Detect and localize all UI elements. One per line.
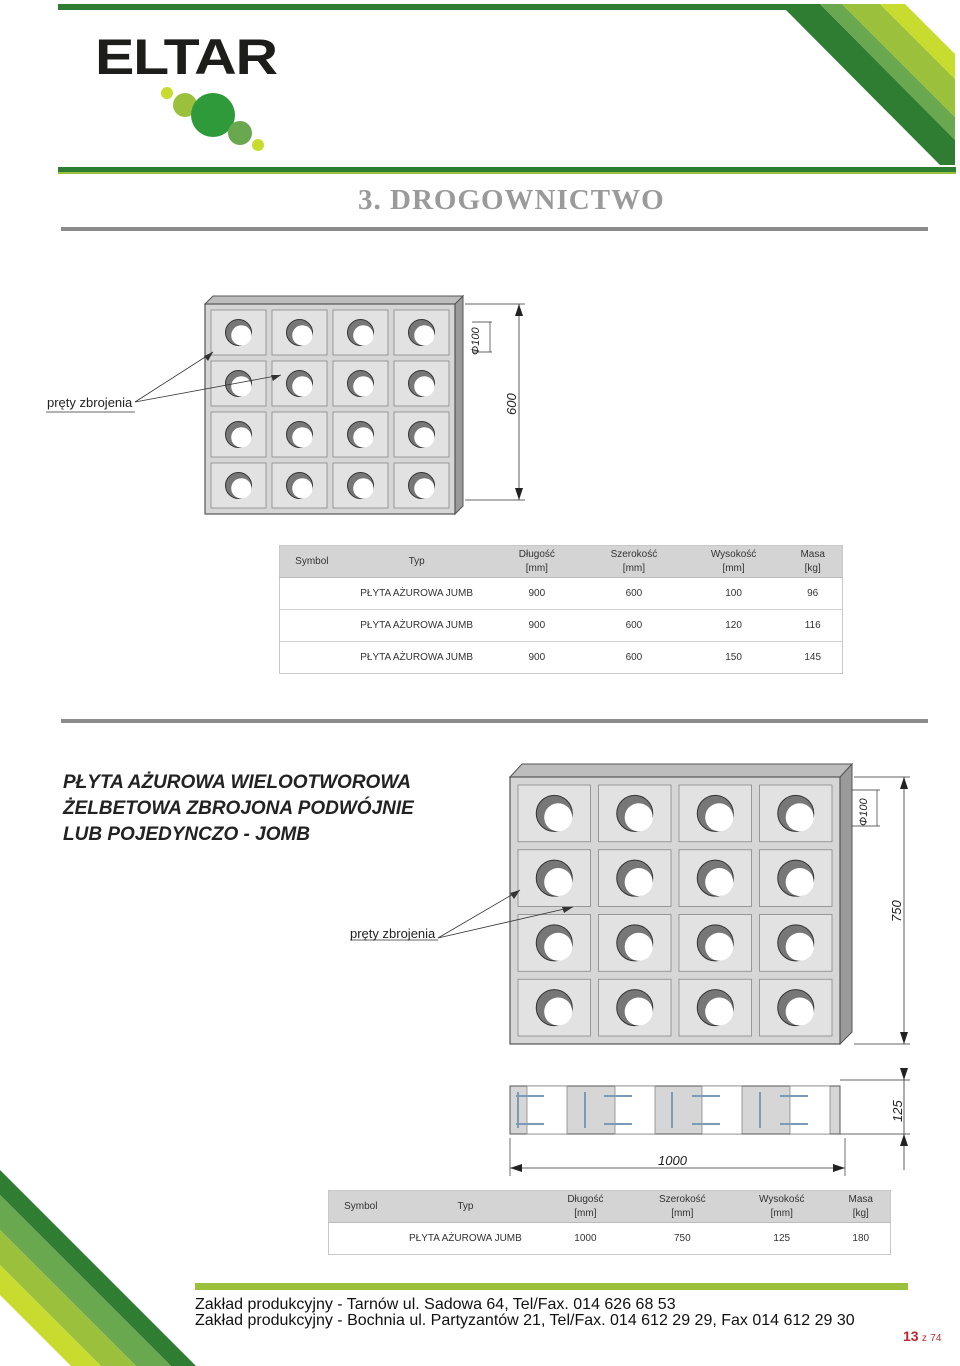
- table-row: [280, 642, 843, 674]
- col-header-typ: Typ: [393, 1191, 539, 1223]
- title-divider: [61, 227, 928, 231]
- figure2-length-dimension: 1000: [658, 1153, 687, 1168]
- figure2-hole-dimension: Φ100: [858, 798, 870, 826]
- cell-typ: PŁYTA AŻUROWA JUMB: [344, 610, 490, 642]
- cell-szerokosc: 600: [584, 578, 684, 610]
- section-divider: [61, 719, 928, 723]
- company-logo-text: ELTAR: [95, 29, 277, 85]
- hole-highlight: [544, 868, 572, 896]
- hole-highlight: [625, 998, 653, 1026]
- col-header-wysokosc: Wysokość [mm]: [732, 1191, 831, 1223]
- hole-highlight: [786, 933, 814, 961]
- col-header-dlugosc: Długość [mm]: [490, 546, 585, 578]
- cell-masa: 180: [832, 1223, 891, 1255]
- table-row: [329, 1223, 891, 1255]
- section-opening: [702, 1086, 742, 1134]
- figure2-rebar-label: pręty zbrojenia: [350, 926, 436, 941]
- hole-highlight: [786, 998, 814, 1026]
- footer-line-tarnow: Zakład produkcyjny - Tarnów ul. Sadowa 64, Tel/Fax. 014 626 68 53: [195, 1296, 676, 1313]
- cell-szerokosc: 600: [584, 642, 684, 674]
- cell-typ: PŁYTA AŻUROWA JUMB: [344, 578, 490, 610]
- hole-highlight: [231, 376, 251, 396]
- hole-highlight: [353, 376, 373, 396]
- page-separator: z: [921, 1333, 927, 1344]
- heading-line: PŁYTA AŻUROWA WIELOOTWOROWA: [63, 772, 411, 793]
- cell-wysokosc: 100: [684, 578, 784, 610]
- hole-highlight: [231, 427, 251, 447]
- hole-highlight: [231, 478, 251, 498]
- col-header-dlugosc: Długość [mm]: [538, 1191, 632, 1223]
- spec-table-2: [328, 1190, 891, 1255]
- hole-highlight: [414, 325, 434, 345]
- cell-dlugosc: 900: [490, 642, 585, 674]
- section-opening: [790, 1086, 830, 1134]
- hole-highlight: [414, 427, 434, 447]
- hole-highlight: [705, 933, 733, 961]
- footer-address: [195, 1297, 855, 1329]
- cell-dlugosc: 1000: [538, 1223, 632, 1255]
- footer-stripes-decoration: [0, 1170, 200, 1366]
- hole-highlight: [231, 325, 251, 345]
- figure2-height-dimension: 750: [889, 900, 904, 922]
- cell-wysokosc: 120: [684, 610, 784, 642]
- col-header-wysokosc: Wysokość [mm]: [684, 546, 784, 578]
- hole-highlight: [544, 803, 572, 831]
- section-opening: [615, 1086, 655, 1134]
- hole-highlight: [544, 998, 572, 1026]
- logo-dots-icon: [160, 85, 270, 155]
- cell-masa: 96: [783, 578, 842, 610]
- hole-highlight: [292, 376, 312, 396]
- cell-masa: 145: [783, 642, 842, 674]
- col-header-szerokosc: Szerokość [mm]: [633, 1191, 732, 1223]
- cell-wysokosc: 125: [732, 1223, 831, 1255]
- hole-highlight: [414, 478, 434, 498]
- hole-highlight: [414, 376, 434, 396]
- cell-dlugosc: 900: [490, 610, 585, 642]
- cell-symbol: [280, 610, 344, 642]
- hole-highlight: [292, 325, 312, 345]
- footer-bar: [195, 1283, 908, 1290]
- page-current: 13: [903, 1328, 919, 1344]
- hole-highlight: [625, 868, 653, 896]
- table-row: [280, 610, 843, 642]
- hole-highlight: [544, 933, 572, 961]
- hole-highlight: [705, 868, 733, 896]
- hole-highlight: [353, 325, 373, 345]
- hole-highlight: [786, 868, 814, 896]
- figure1-drawing: [0, 290, 560, 530]
- cell-symbol: [329, 1223, 393, 1255]
- header-bottom-bar-accent: [58, 172, 956, 174]
- table-row: [280, 578, 843, 610]
- heading-line: LUB POJEDYNCZO - JOMB: [63, 824, 311, 845]
- hole-highlight: [292, 478, 312, 498]
- page-number: [903, 1328, 941, 1344]
- cell-masa: 116: [783, 610, 842, 642]
- col-header-masa: Masa [kg]: [832, 1191, 891, 1223]
- col-header-masa: Masa [kg]: [783, 546, 842, 578]
- cell-wysokosc: 150: [684, 642, 784, 674]
- cell-typ: PŁYTA AŻUROWA JUMB: [344, 642, 490, 674]
- header-stripes-decoration: [780, 0, 960, 175]
- section-title: 3. DROGOWNICTWO: [358, 184, 665, 216]
- footer-line-bochnia: Zakład produkcyjny - Bochnia ul. Partyzantów 21, Tel/Fax. 014 612 29 29, Fax 014 612 29 30: [195, 1312, 855, 1329]
- cell-szerokosc: 750: [633, 1223, 732, 1255]
- col-header-symbol: Symbol: [280, 546, 344, 578]
- cell-dlugosc: 900: [490, 578, 585, 610]
- figure1-height-dimension: 600: [504, 393, 519, 415]
- hole-highlight: [292, 427, 312, 447]
- hole-highlight: [353, 427, 373, 447]
- section-opening: [527, 1086, 567, 1134]
- hole-highlight: [705, 803, 733, 831]
- col-header-symbol: Symbol: [329, 1191, 393, 1223]
- spec-table-1: [279, 545, 843, 674]
- figure2-drawing: [330, 750, 930, 1180]
- figure2-thickness-dimension: 125: [890, 1100, 905, 1122]
- cell-symbol: [280, 578, 344, 610]
- hole-highlight: [353, 478, 373, 498]
- header-top-bar: [58, 4, 793, 10]
- cell-szerokosc: 600: [584, 610, 684, 642]
- figure1-rebar-label: pręty zbrojenia: [47, 395, 133, 410]
- hole-highlight: [786, 803, 814, 831]
- cell-symbol: [280, 642, 344, 674]
- cell-typ: PŁYTA AŻUROWA JUMB: [393, 1223, 539, 1255]
- col-header-typ: Typ: [344, 546, 490, 578]
- hole-highlight: [705, 998, 733, 1026]
- col-header-szerokosc: Szerokość [mm]: [584, 546, 684, 578]
- page-total: 74: [930, 1333, 942, 1344]
- hole-highlight: [625, 803, 653, 831]
- hole-highlight: [625, 933, 653, 961]
- figure1-hole-dimension: Φ100: [470, 327, 482, 355]
- heading-line: ŻELBETOWA ZBROJONA PODWÓJNIE: [63, 798, 414, 819]
